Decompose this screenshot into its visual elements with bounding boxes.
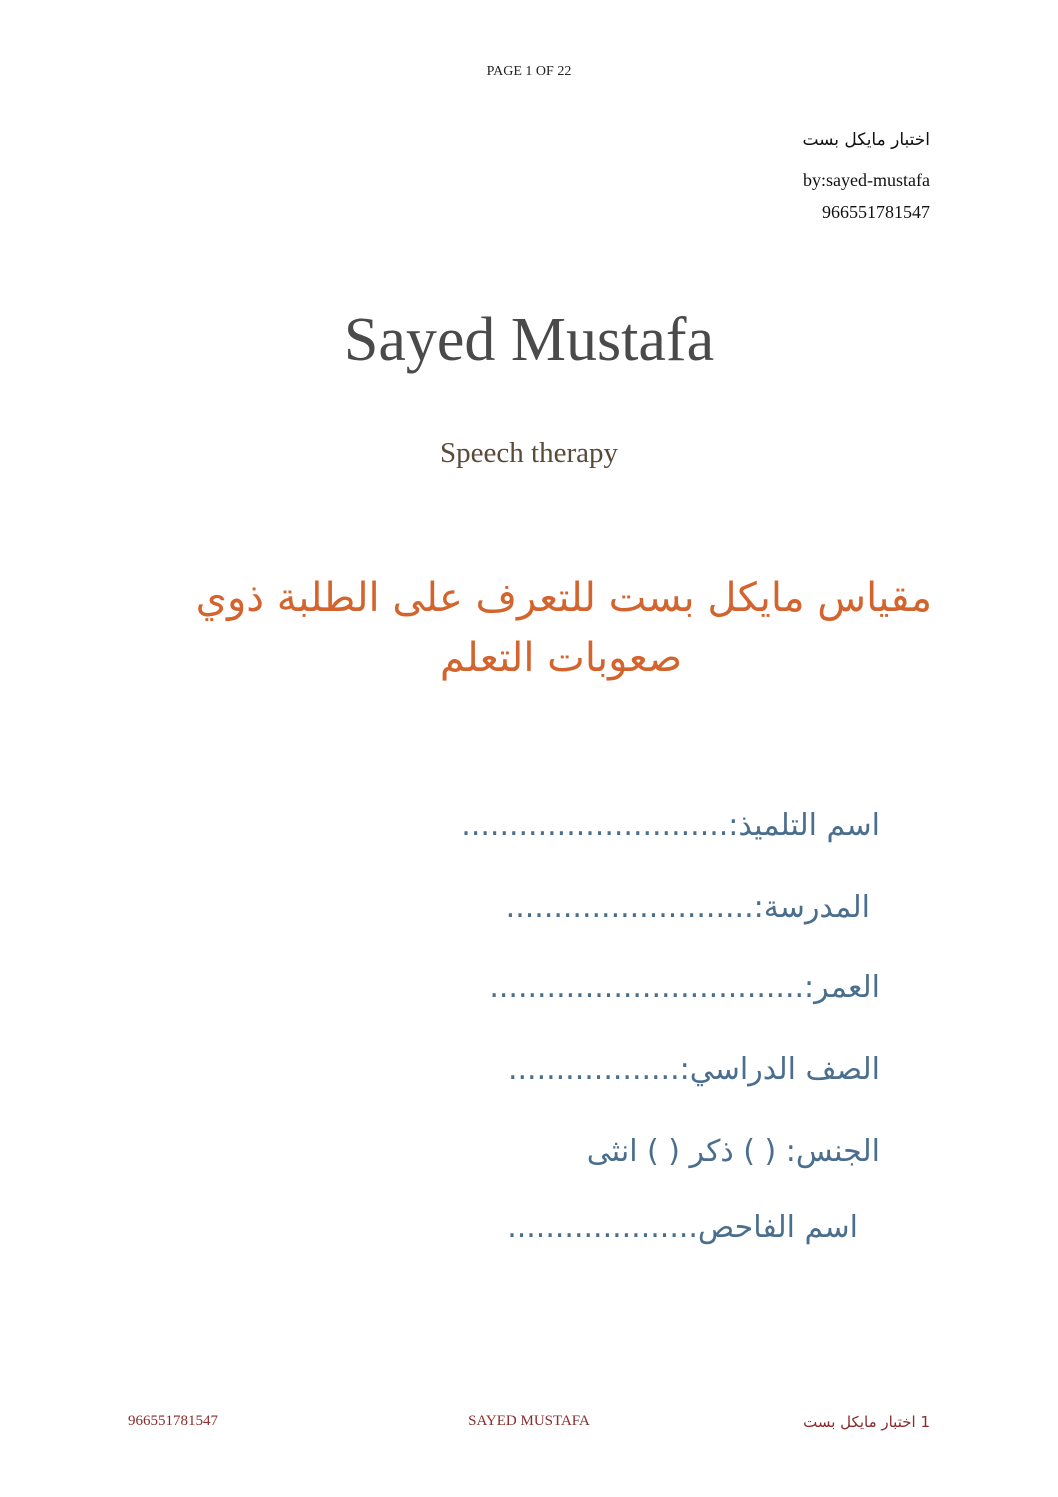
- student-name-field: اسم التلميذ:............................: [461, 808, 880, 843]
- age-field: العمر:.................................: [489, 970, 880, 1005]
- arabic-title-line-1: مقياس مايكل بست للتعرف على الطلبة ذوي: [195, 575, 932, 621]
- page-counter: PAGE 1 OF 22: [486, 64, 572, 79]
- examiner-name-field: اسم الفاحص....................: [507, 1210, 858, 1245]
- main-title: Sayed Mustafa: [343, 306, 715, 374]
- school-field: المدرسة:..........................: [505, 890, 870, 925]
- arabic-title: [120, 568, 932, 688]
- gender-field: الجنس: ( ) ذكر ( ) انثى: [586, 1134, 880, 1169]
- footer-phone: 966551781547: [128, 1413, 218, 1429]
- footer-page-label: 1 اختبار مايكل بست: [803, 1413, 930, 1431]
- header-title: اختبار مايكل بست: [802, 130, 930, 150]
- grade-field: الصف الدراسي:..................: [507, 1052, 880, 1087]
- footer-name: SAYED MUSTAFA: [468, 1413, 590, 1429]
- arabic-title-line-2: صعوبات التعلم: [439, 635, 683, 681]
- header-author: by:sayed-mustafa: [803, 170, 930, 190]
- subtitle: Speech therapy: [440, 437, 618, 469]
- header-phone: 966551781547: [822, 202, 930, 222]
